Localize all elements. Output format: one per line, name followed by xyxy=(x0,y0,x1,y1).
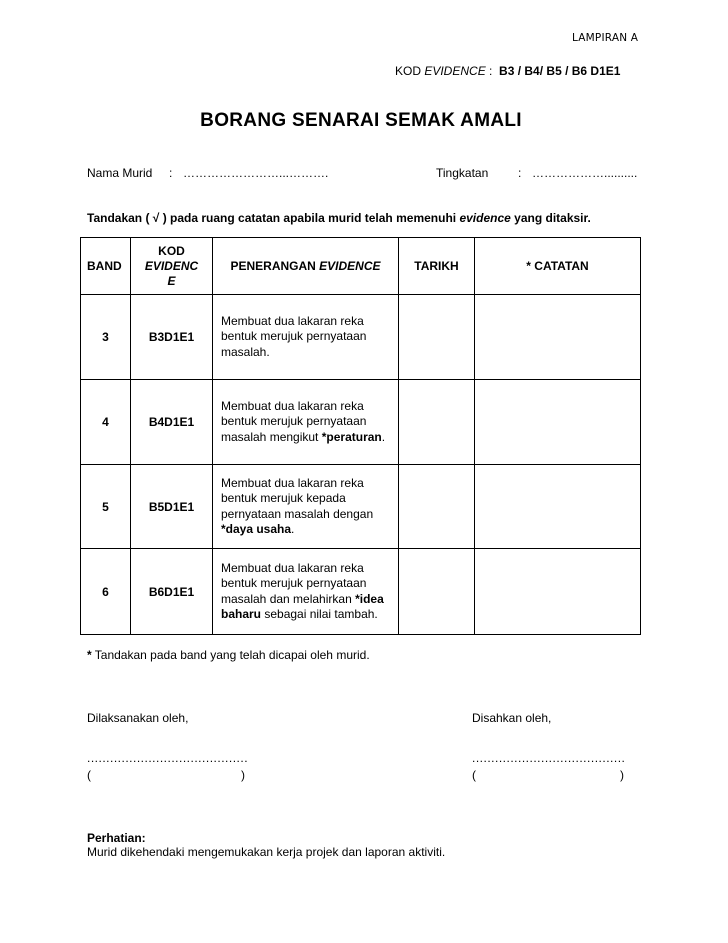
desc-bold: *peraturan xyxy=(321,429,382,444)
right-open-paren: ( xyxy=(472,768,476,782)
kod-cell: B6D1E1 xyxy=(131,549,213,635)
left-name-field xyxy=(87,768,245,782)
nama-label: Nama Murid xyxy=(87,166,153,180)
header-penerangan xyxy=(213,238,399,295)
lampiran-label: LAMPIRAN A xyxy=(572,32,639,44)
table-row xyxy=(81,380,641,465)
table-row xyxy=(81,549,641,635)
footnote-star: * xyxy=(87,648,92,662)
catatan-cell[interactable] xyxy=(475,465,641,549)
tingkatan-dots: ……………….......... xyxy=(532,166,638,180)
tingkatan-colon: : xyxy=(518,166,522,180)
desc-text: Membuat dua lakaran reka bentuk merujuk pernyataan masalah mengikut xyxy=(221,398,367,444)
kod-evidence-word: EVIDENCE xyxy=(424,64,486,78)
desc-bold: *daya usaha xyxy=(221,522,292,536)
desc-text: Membuat dua lakaran reka bentuk merujuk pernyataan masalah. xyxy=(221,313,367,359)
catatan-cell[interactable] xyxy=(475,549,641,635)
catatan-cell[interactable] xyxy=(475,380,641,465)
dilaksanakan-label: Dilaksanakan oleh, xyxy=(87,711,189,725)
kod-cell: B4D1E1 xyxy=(131,380,213,465)
instruction-part1: Tandakan ( √ ) pada ruang catatan apabila murid telah memenuhi xyxy=(87,211,460,225)
note-heading: Perhatian: xyxy=(87,831,146,845)
desc-text: Membuat dua lakaran reka bentuk merujuk pernyataan masalah dan melahirkan xyxy=(221,560,367,606)
nama-colon: : xyxy=(169,166,173,180)
header-catatan: * CATATAN xyxy=(475,238,641,295)
page-title xyxy=(0,110,728,132)
header-kod-line2: EVIDENC xyxy=(144,258,199,273)
desc-text: Membuat dua lakaran reka bentuk merujuk kepada pernyataan masalah dengan xyxy=(221,475,374,521)
tarikh-cell[interactable] xyxy=(399,549,475,635)
left-signature-dots: .......................................... xyxy=(87,751,249,765)
desc-after: . xyxy=(381,429,386,444)
right-signature-dots: ........................................ xyxy=(472,751,626,765)
page-title-text: BORANG SENARAI SEMAK AMALI xyxy=(200,110,522,131)
desc-cell xyxy=(213,465,399,549)
header-kod-line1: KOD xyxy=(158,243,185,258)
tarikh-cell[interactable] xyxy=(399,295,475,380)
nama-dots: ……………………...………. xyxy=(183,166,329,180)
kod-value: B3 / B4/ B5 / B6 D1E1 xyxy=(499,64,621,78)
disahkan-label: Disahkan oleh, xyxy=(472,711,552,725)
header-tarikh: TARIKH xyxy=(399,238,475,295)
tarikh-cell[interactable] xyxy=(399,465,475,549)
desc-cell xyxy=(213,295,399,380)
kod-label: KOD xyxy=(395,64,425,78)
desc-bold: *idea baharu xyxy=(221,591,384,621)
header-penerangan-text: PENERANGAN xyxy=(230,259,320,273)
band-cell: 3 xyxy=(81,295,131,380)
header-penerangan-evidence: EVIDENCE xyxy=(319,259,381,273)
left-open-paren: ( xyxy=(87,768,91,782)
kod-cell: B5D1E1 xyxy=(131,465,213,549)
table-header-row xyxy=(81,238,641,295)
kod-colon: : xyxy=(485,64,493,78)
table-row xyxy=(81,465,641,549)
band-cell: 4 xyxy=(81,380,131,465)
tarikh-cell[interactable] xyxy=(399,380,475,465)
catatan-cell[interactable] xyxy=(475,295,641,380)
right-name-field xyxy=(472,768,624,782)
instruction xyxy=(87,211,591,225)
header-band: BAND xyxy=(81,238,131,295)
kod-evidence-line xyxy=(395,64,620,78)
desc-after: . xyxy=(291,522,295,536)
note-text: Murid dikehendaki mengemukakan kerja projek dan laporan aktiviti. xyxy=(87,845,446,859)
right-close-paren: ) xyxy=(620,768,624,782)
left-close-paren: ) xyxy=(241,768,245,782)
desc-cell xyxy=(213,380,399,465)
desc-after: sebagai nilai tambah. xyxy=(261,607,378,621)
table-row xyxy=(81,295,641,380)
kod-cell: B3D1E1 xyxy=(131,295,213,380)
instruction-evidence: evidence xyxy=(459,211,511,225)
instruction-part2: yang ditaksir. xyxy=(510,211,591,225)
band-cell: 6 xyxy=(81,549,131,635)
checklist-table xyxy=(80,237,641,635)
band-cell: 5 xyxy=(81,465,131,549)
header-kod-line3: E xyxy=(167,273,176,288)
header-kod-evidence xyxy=(131,238,213,295)
footnote-text: Tandakan pada band yang telah dicapai oleh murid. xyxy=(91,648,370,662)
tingkatan-label: Tingkatan xyxy=(436,166,489,180)
footnote xyxy=(87,648,370,662)
desc-cell xyxy=(213,549,399,635)
